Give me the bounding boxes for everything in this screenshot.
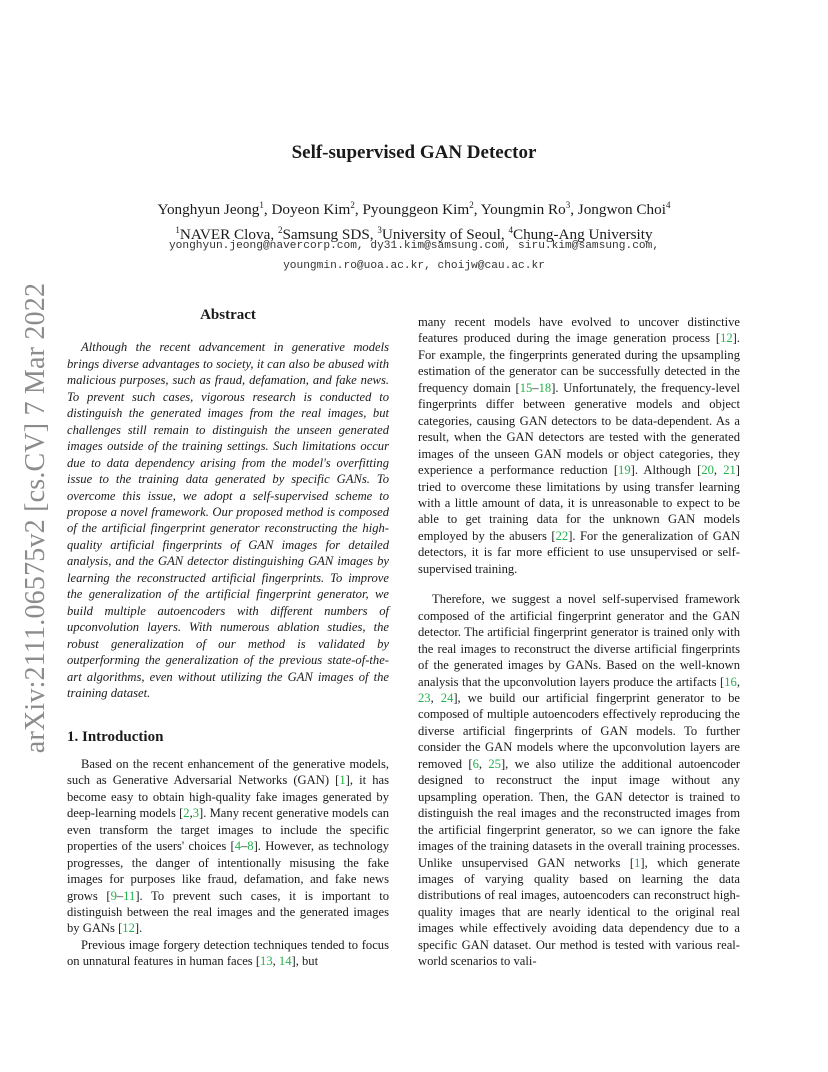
citation-link[interactable]: 3	[192, 806, 200, 821]
citation-link[interactable]: 22	[555, 528, 569, 543]
citation-link[interactable]: 6	[472, 756, 479, 771]
affiliation-name: Chung-Ang University	[512, 226, 653, 244]
citation-link[interactable]: 14	[278, 954, 292, 969]
citation-link[interactable]: 19	[618, 463, 631, 478]
citation-link[interactable]: 12	[720, 331, 733, 346]
affiliation-marker: 4	[508, 225, 513, 236]
citation-link[interactable]: 2	[183, 806, 190, 821]
citation-link[interactable]: 23	[418, 690, 431, 705]
citation-link[interactable]: 18	[538, 380, 552, 395]
affiliation-marker: 2	[277, 225, 283, 236]
affiliation-marker: 1	[175, 225, 180, 236]
citation-link[interactable]: 9	[110, 888, 117, 903]
paper-title: Self-supervised GAN Detector	[291, 142, 537, 163]
author-name: Doyeon Kim	[271, 201, 351, 219]
affiliation-marker: 1	[259, 200, 264, 210]
affiliation-marker: 2	[350, 200, 355, 210]
author-name: Yonghyun Jeong	[157, 201, 260, 219]
citation-link[interactable]: 16	[724, 674, 737, 689]
author-names: Yonghyun Jeong$^1$, Doyeon Kim$^2$, Pyounggeon Kim$^2$, Youngmin Ro$^3$, Jongwon Choi$^4$	[157, 200, 671, 219]
citation-link[interactable]: 20	[701, 463, 714, 478]
affiliation-marker: 2	[469, 200, 474, 210]
affiliation-marker: 3	[377, 225, 382, 236]
arxiv-identifier-text: arXiv:2111.06575v2 [cs.CV] 7 Mar 2022	[20, 282, 51, 754]
citation-link[interactable]: 15	[519, 380, 533, 395]
intro-paragraph-4: Therefore, we suggest a novel self-supervised framework composed of the artificial fingerprint generator and the GAN detector. The artificial fingerprint generator is trained only with the real images to reconstruct the diverse artificial fingerprints of the generated images by GANs. Based on the well-known analysis that the upconvolution layers produce the artifacts [16, 23, 24], we build our artificial fingerprint generator to be composed of multiple autoencoders effectively reproducing the diverse artificial fingerprints of GAN models. To further consider the GAN models where the upconvolution layers are removed [6, 25], we also utilize the additional autoencoder designed to reconstruct the input image without any upsampling operation. Then, the GAN detector is trained to distinguish the real images and the reconstructed images from the artificial fingerprint generator, so we can ignore the fake images of the training datasets in the overall training processes. Unlike unsupervised GAN networks [1], which generate images of varying quality based on learning the data distributions of real images, autoencoders can reconstruct high-quality images that are nearly identical to the original real images while effectively avoiding data dependency due to a specific GAN dataset. Our method is tested with various real-world scenarios to vali-	[418, 592, 741, 969]
citation-link[interactable]: 25	[488, 756, 501, 771]
affiliation-name: NAVER Clova	[179, 226, 271, 244]
citation-link[interactable]: 11	[123, 888, 136, 903]
author-name: Youngmin Ro	[480, 201, 566, 219]
author-emails	[0, 236, 828, 276]
author-affiliations: $^1$NAVER Clova, $^2$Samsung SDS, $^3$University of Seoul, $^4$Chung-Ang University	[175, 225, 653, 244]
email-line-1: yonghyun.jeong@navercorp.com, dy31.kim@samsung.com, siru.kim@samsung.com,	[168, 240, 660, 252]
citation-link[interactable]: 24	[440, 690, 454, 705]
citation-link[interactable]: 21	[723, 463, 736, 478]
introduction-heading: 1. Introduction	[67, 729, 164, 746]
email-line-2: youngmin.ro@uoa.ac.kr, choijw@cau.ac.kr	[283, 260, 545, 272]
affiliation-marker: 4	[665, 200, 671, 210]
citation-link[interactable]: 1	[339, 773, 346, 788]
abstract-text: Although the recent advancement in generative models brings diverse advantages to society, it can also be abused with malicious purposes, such as fraud, defamation, and fake news. To prevent such cases, vigorous research is conducted to distinguish the generated images from the real images, but challenges still remain to distinguish the unseen generated images outside of the training settings. Such limitations occur due to data dependency arising from the model's overfitting issue to the training data generated by specific GANs. To overcome this issue, we adopt a self-supervised scheme to propose a novel framework. Our proposed method is composed of the artificial fingerprint generator reconstructing the high-quality artificial fingerprints of GAN images for detailed analysis, and the GAN detector distinguishing GAN images by learning the reconstructed artificial fingerprints. To improve the generalization of the artificial fingerprint generator, we build multiple autoencoders with different numbers of upconvolution layers. With numerous ablation studies, the robust generalization of our method is validated by outperforming the generalization of the previous state-of-the-art algorithms, even without utilizing the GAN images of the training dataset.	[67, 340, 389, 700]
citation-link[interactable]: 13	[260, 954, 273, 969]
right-column	[418, 314, 740, 970]
author-name: Jongwon Choi	[577, 201, 666, 219]
author-name: Pyounggeon Kim	[362, 201, 470, 219]
citation-link[interactable]: 4	[234, 839, 241, 854]
citation-link[interactable]: 12	[122, 921, 135, 936]
citation-link[interactable]: 8	[247, 839, 254, 854]
affiliation-marker: 3	[565, 200, 571, 210]
intro-paragraph-2: Previous image forgery detection techniques tended to focus on unnatural features in human faces [13, 14], but	[67, 937, 389, 969]
abstract-heading: Abstract	[200, 307, 256, 323]
intro-paragraph-1: Based on the recent enhancement of the generative models, such as Generative Adversarial Networks (GAN) [1], it has become easy to obtain high-quality fake images generated by deep-learning models [2,3]. Many recent generative models can even transform the target images to include the specific properties of the users' choices [4–8]. However, as technology progresses, the danger of intentionally misusing the fake images for purposes like fraud, defamation, and fake news grows [9–11]. To prevent such cases, it is important to distinguish between the real images and the generated images by GANs [12].	[67, 756, 389, 936]
citation-link[interactable]: 1	[634, 855, 641, 870]
left-column	[67, 305, 389, 970]
intro-paragraph-3: many recent models have evolved to uncover distinctive features produced during the image generation process [12]. For example, the fingerprints generated during the upsampling estimation of the generator can be successfully detected in the frequency domain [15–18]. Unfortunately, the frequency-level fingerprints differ between generative models and object categories, causing GAN detectors to be data-dependent. As a result, when the GAN detectors are tested with the generated images of the unseen GAN models or object categories, they experience a performance reduction [19]. Although [20, 21] tried to overcome these limitations by using transfer learning with a little amount of data, it is unreasonable to expect to be able to get training data for the unknown GAN models employed by the abusers [22]. For the generalization of GAN detectors, it is far more efficient to use unsupervised or self-supervised training.	[418, 315, 740, 576]
affiliation-name: University of Seoul	[381, 226, 501, 244]
affiliation-name: Samsung SDS	[282, 226, 370, 244]
